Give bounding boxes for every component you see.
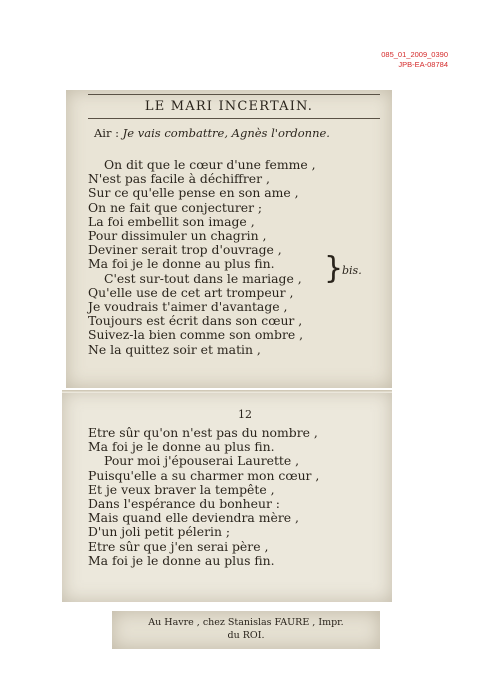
air-tune: Je vais combattre, Agnès l'ordonne. [122,126,330,140]
air-label: Air : [94,126,120,140]
song-title: LE MARI INCERTAIN. [144,99,314,114]
verse-line: Ma foi je le donne au plus fin. [88,439,275,455]
page-number: 12 [238,408,252,421]
verse-line: Ne la quittez soir et matin , [88,341,261,357]
bis-brace: } [324,251,344,286]
page-fold [62,390,392,393]
verse-line: Toujours est écrit dans son cœur , [88,313,303,329]
imprint-line-2: du ROI. [227,630,265,641]
verse-line: Pour dissimuler un chagrin , [88,228,267,244]
scan-panel-bottom [62,390,392,602]
imprint-line-1: Au Havre , chez Stanislas FAURE , Impr. [148,617,344,628]
verse-line: On ne fait que conjecturer ; [88,199,263,215]
verse-line: N'est pas facile à déchiffrer , [88,171,270,187]
verse-line: Dans l'espérance du bonheur : [88,496,280,512]
verse-line: Etre sûr qu'on n'est pas du nombre , [88,425,318,440]
verse-line: Et je veux braver la tempête , [88,481,275,497]
verse-line: Ma foi je le donne au plus fin. [88,256,275,272]
scan-panel-imprint [112,611,380,649]
verse-line: La foi embellit son image , [88,213,255,229]
verse-line: Pour moi j'épouserai Laurette , [104,453,300,469]
air-line [94,126,330,140]
verse-line: Suivez-la bien comme son ombre , [88,327,304,343]
verse-line: Qu'elle use de cet art trompeur , [88,284,294,300]
verse-top [88,158,316,357]
verse-line: Deviner serait trop d'ouvrage , [88,242,282,258]
verse-line: Etre sûr que j'en serai père , [88,538,269,554]
bis-mark: bis. [342,264,362,277]
scan-panel-top [66,90,392,388]
verse-bottom [88,426,319,568]
verse-line: Mais quand elle deviendra mère , [88,510,299,526]
verse-line: C'est sur-tout dans le mariage , [104,270,302,286]
verse-line: On dit que le cœur d'une femme , [104,157,316,172]
reference-code-line-1: 085_01_2009_0390 [381,50,448,59]
reference-code [381,50,448,70]
verse-line: D'un joli petit pélerin ; [88,524,231,540]
verse-line: Puisqu'elle a su charmer mon cœur , [88,467,320,483]
reference-code-line-2: JPB-EA-08784 [398,60,448,69]
verse-line: Je voudrais t'aimer d'avantage , [88,299,288,315]
top-rule [88,94,380,95]
title-rule [88,118,380,119]
verse-line: Sur ce qu'elle pense en son ame , [88,185,299,201]
imprint [112,616,380,642]
verse-line: Ma foi je le donne au plus fin. [88,552,275,568]
